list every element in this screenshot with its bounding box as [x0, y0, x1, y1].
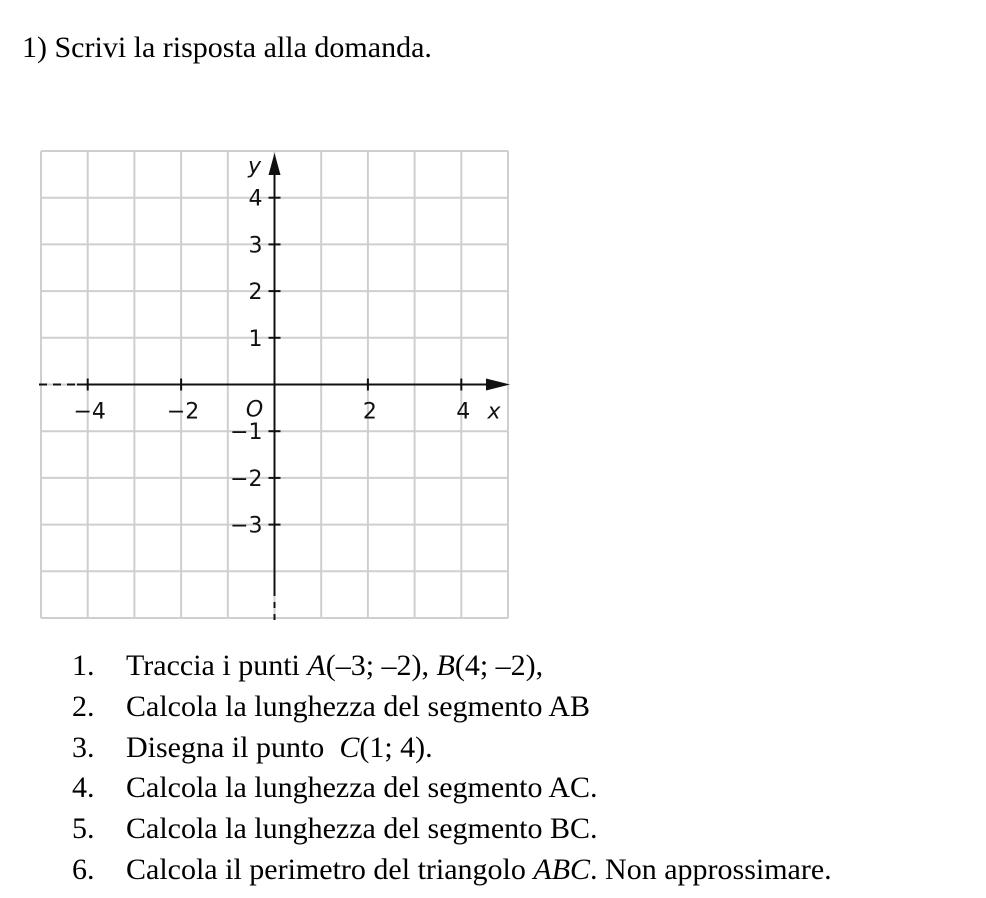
origin-label: O — [245, 397, 264, 423]
task-text — [126, 850, 832, 891]
task-text — [126, 646, 543, 687]
task-number: 1. — [72, 649, 95, 682]
y-axis-label: y — [247, 154, 262, 179]
x-tick-label: −4 — [73, 399, 106, 425]
x-tick-label: 4 — [456, 399, 471, 425]
task-text — [126, 687, 590, 728]
y-tick-label: −2 — [230, 466, 263, 492]
task-text-part: (4; –2), — [454, 649, 544, 682]
x-axis-label: x — [487, 399, 501, 425]
task-number: 3. — [72, 730, 95, 764]
task-text-part: Calcola la lunghezza del segmento BC. — [126, 812, 598, 846]
task-number: 5. — [72, 812, 95, 846]
task-text-italic: C — [339, 730, 360, 764]
task-text-italic: ABC — [533, 852, 591, 886]
task-text-italic: A — [307, 649, 326, 682]
task-item — [72, 687, 832, 728]
task-text-part: Traccia i punti — [126, 649, 308, 682]
task-list — [72, 646, 832, 891]
task-text-part: (–3; –2), — [325, 649, 437, 682]
y-tick-label: −3 — [230, 513, 263, 539]
x-tick-label: −2 — [166, 399, 200, 425]
task-item — [72, 850, 832, 891]
task-number: 6. — [72, 852, 95, 886]
task-text-part: . Non approssimare. — [590, 852, 832, 886]
y-tick-label: 3 — [248, 233, 263, 259]
y-tick-label: 4 — [248, 186, 263, 212]
y-tick-label: 2 — [248, 280, 263, 306]
task-text-part: Calcola la lunghezza del segmento AB — [126, 689, 591, 723]
task-item — [72, 809, 832, 850]
task-number: 2. — [72, 689, 95, 723]
y-tick-label: 1 — [248, 326, 263, 352]
y-axis-arrow-icon — [269, 153, 281, 175]
task-item — [72, 646, 832, 687]
exercise-heading: 1) Scrivi la risposta alla domanda. — [22, 31, 432, 64]
x-axis-arrow-icon — [486, 379, 510, 391]
x-tick-label: 2 — [362, 399, 377, 425]
task-text-part: (1; 4). — [359, 730, 433, 764]
task-text — [126, 768, 598, 809]
task-text-italic: B — [436, 649, 455, 682]
task-text-part: Calcola il perimetro del triangolo — [126, 852, 534, 886]
task-item — [72, 768, 832, 809]
task-text — [126, 728, 433, 769]
task-number: 4. — [72, 771, 95, 805]
task-item — [72, 728, 832, 769]
y-tick-label: −1 — [230, 420, 263, 446]
task-text-part: Calcola la lunghezza del segmento AC. — [126, 771, 598, 805]
task-text — [126, 809, 598, 850]
task-text-part: Disegna il punto — [126, 730, 340, 764]
